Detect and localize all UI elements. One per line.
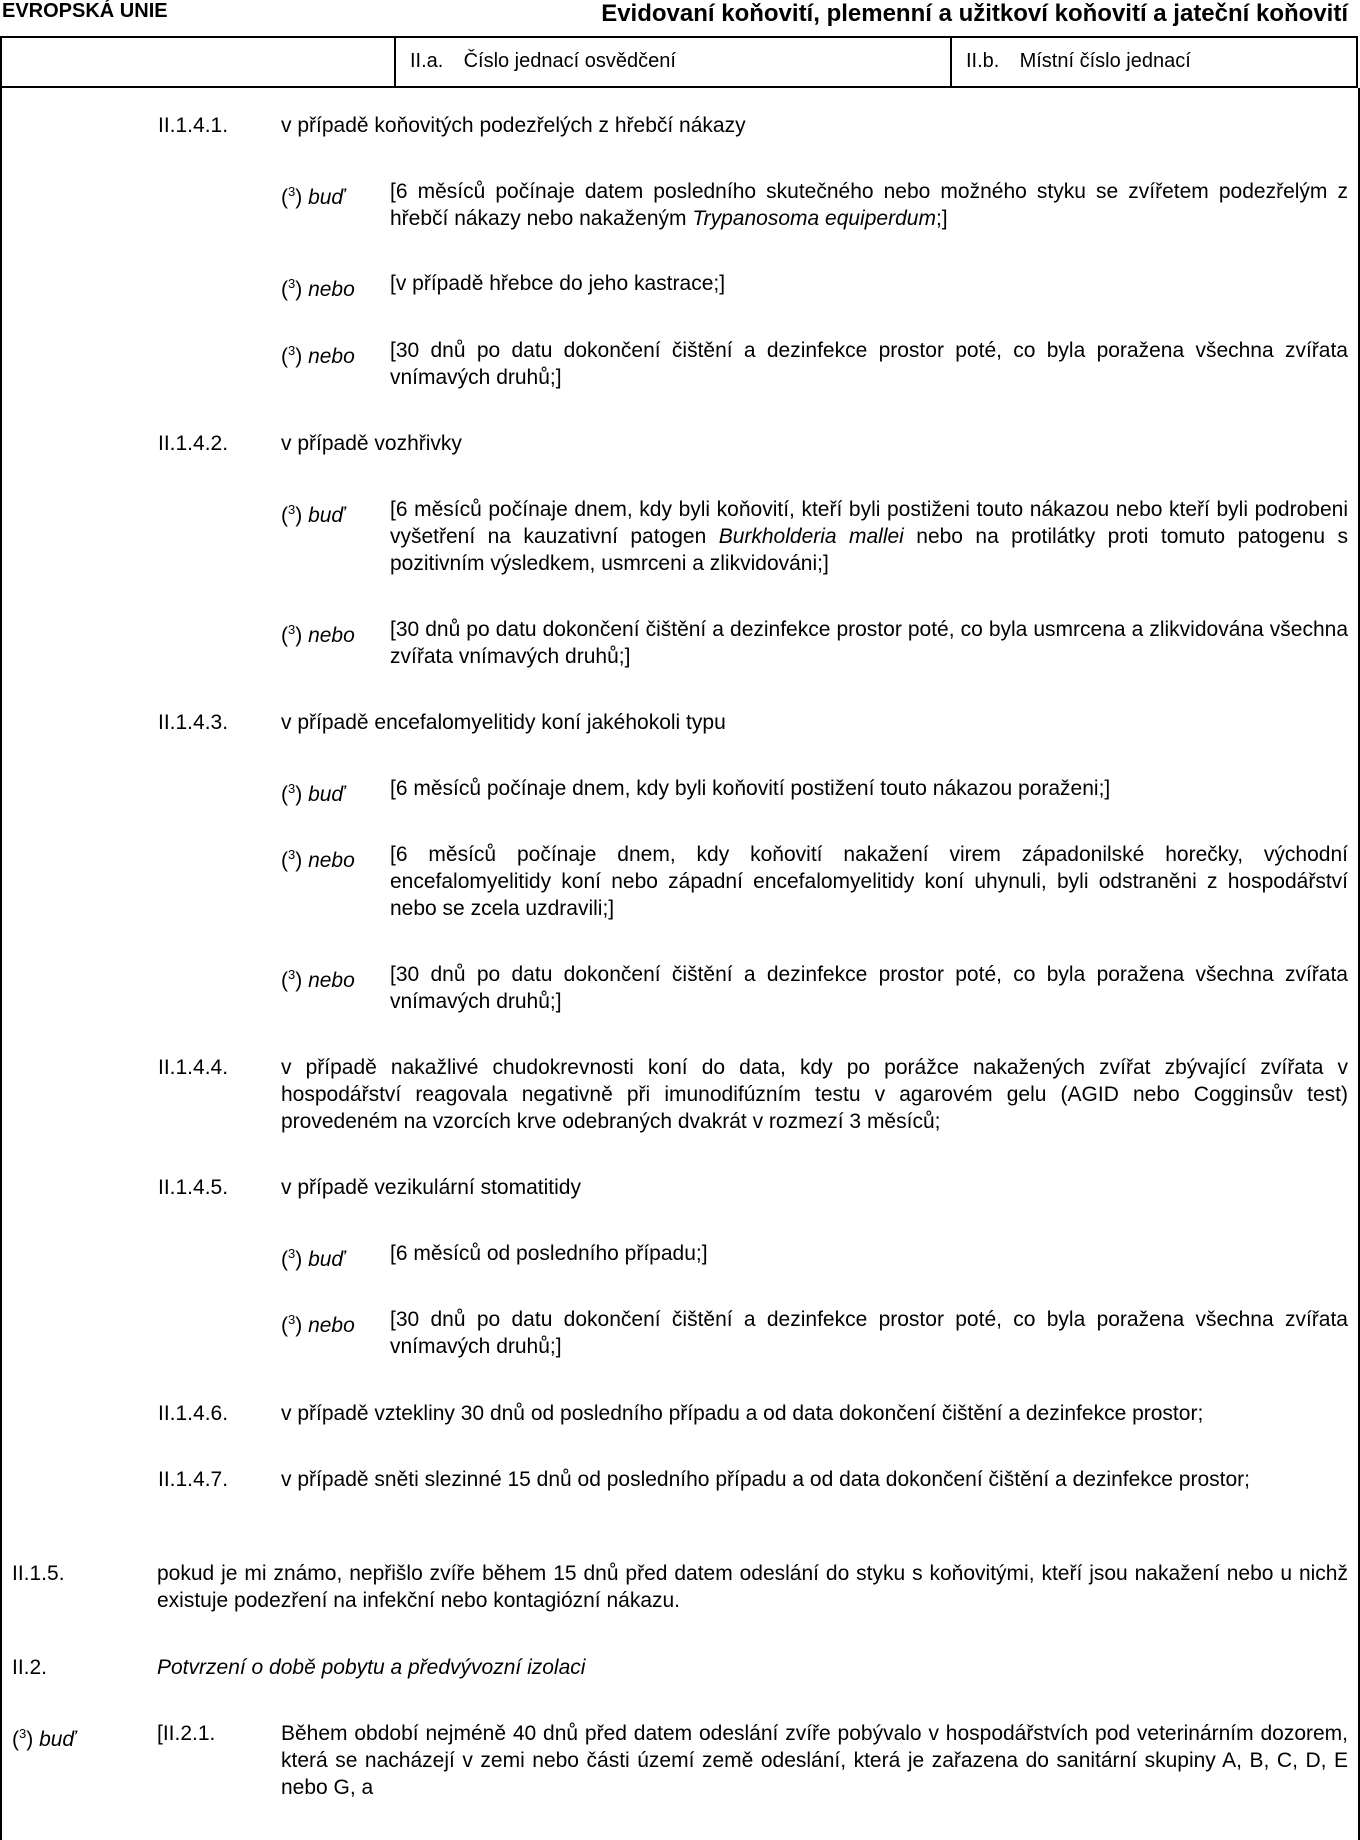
section-number: II.2.	[12, 1656, 48, 1679]
section-text: Během období nejméně 40 dnů před datem odeslání zvíře pobývalo v hospodářstvích pod veterinárním dozorem, která se nacházejí v zemi nebo části území země odeslání, která je zařazena do sanitární skupiny A, B, C, D, E nebo G, a	[281, 1722, 1348, 1799]
option-text: [6 měsíců počínaje dnem, kdy byli koňovití, kteří byli postiženi touto nákazou nebo kteří byli podrobeni vyšetření na kauzativní patogen Burkholderia mallei nebo na protilátky proti tomuto patogenu s pozitivním výsledkem, usmrceni a zlikvidováni;]	[390, 498, 1349, 575]
section-title: v případě encefalomyelitidy koní jakéhokoli typu	[281, 711, 726, 734]
header-cell-reference-number: II.a. Číslo jednací osvědčení	[410, 50, 676, 72]
section-text: v případě vztekliny 30 dnů od posledního případu a od data dokončení čištění a dezinfekce prostor;	[281, 1402, 1204, 1425]
condition-either: ($^3$) buď	[281, 781, 345, 806]
section-text: pokud je mi známo, nepřišlo zvíře během 15 dnů před datem odeslání do styku s koňovitými, kteří jsou nakažení nebo u nichž existuje podezření na infekční nebo kontagiózní nákazu.	[157, 1562, 1348, 1612]
header-reference-table	[0, 36, 1358, 88]
option-text: [6 měsíců počínaje dnem, kdy byli koňovití postižení touto nákazou poraženi;]	[390, 777, 1111, 800]
option-text: [v případě hřebce do jeho kastrace;]	[390, 272, 726, 295]
condition-or: ($^3$) nebo	[281, 1312, 355, 1337]
section-heading: Potvrzení o době pobytu a předvývozní izolaci	[157, 1656, 586, 1679]
section-number: II.1.4.3.	[158, 711, 229, 734]
section-number: II.1.4.5.	[158, 1176, 229, 1199]
section-number: [II.2.1.	[157, 1722, 216, 1745]
condition-either: ($^3$) buď	[281, 502, 345, 527]
header-certificate-title: Evidovaní koňovití, plemenní a užitkoví koňovití a jateční koňovití	[601, 0, 1348, 27]
section-number: II.1.4.2.	[158, 432, 229, 455]
section-number: II.1.5.	[12, 1562, 65, 1585]
option-text: [30 dnů po datu dokončení čištění a dezinfekce prostor poté, co byla poražena všechna zvířata vnímavých druhů;]	[390, 339, 1348, 389]
condition-or: ($^3$) nebo	[281, 967, 355, 992]
section-title: v případě vozhřivky	[281, 432, 462, 455]
option-text: [30 dnů po datu dokončení čištění a dezinfekce prostor poté, co byla poražena všechna zvířata vnímavých druhů;]	[390, 963, 1348, 1013]
section-text: v případě sněti slezinné 15 dnů od posledního případu a od data dokončení čištění a dezinfekce prostor;	[281, 1468, 1250, 1491]
header-cell-local-reference: II.b. Místní číslo jednací	[966, 50, 1191, 72]
section-number: II.1.4.1.	[158, 114, 229, 137]
header-eu-label: EVROPSKÁ UNIE	[2, 0, 168, 22]
option-text: [30 dnů po datu dokončení čištění a dezinfekce prostor poté, co byla usmrcena a zlikvidována všechna zvířata vnímavých druhů;]	[390, 618, 1348, 668]
condition-either: ($^3$) buď	[12, 1726, 76, 1751]
condition-either: ($^3$) buď	[281, 184, 345, 209]
page-border-left	[0, 88, 2, 1840]
option-text: [6 měsíců počínaje datem posledního skutečného nebo možného styku se zvířetem podezřelým z hřebčí nákazy nebo nakaženým Trypanosoma equiperdum;]	[390, 180, 1348, 230]
section-number: II.1.4.7.	[158, 1468, 229, 1491]
section-title: v případě vezikulární stomatitidy	[281, 1176, 581, 1199]
section-number: II.1.4.4.	[158, 1056, 229, 1079]
section-number: II.1.4.6.	[158, 1402, 229, 1425]
condition-or: ($^3$) nebo	[281, 622, 355, 647]
section-text: v případě nakažlivé chudokrevnosti koní do data, kdy po porážce nakažených zvířat zbývající zvířata v hospodářství reagovala negativně při imunodifúzním testu v agarovém gelu (AGID nebo Cogginsův test) provedeném na vzorcích krve odebraných dvakrát v rozmezí 3 měsíců;	[281, 1056, 1348, 1133]
condition-either: ($^3$) buď	[281, 1246, 345, 1271]
condition-or: ($^3$) nebo	[281, 847, 355, 872]
condition-or: ($^3$) nebo	[281, 343, 355, 368]
option-text: [6 měsíců od posledního případu;]	[390, 1242, 708, 1265]
option-text: [30 dnů po datu dokončení čištění a dezinfekce prostor poté, co byla poražena všechna zvířata vnímavých druhů;]	[390, 1308, 1348, 1358]
option-text: [6 měsíců počínaje dnem, kdy koňovití nakažení virem západonilské horečky, východní encefalomyelitidy koní nebo západní encefalomyelitidy koní uhynuli, byli odstraněni z hospodářství nebo se zcela uzdravili;]	[390, 843, 1348, 920]
condition-or: ($^3$) nebo	[281, 276, 355, 301]
section-title: v případě koňovitých podezřelých z hřebčí nákazy	[281, 114, 746, 137]
